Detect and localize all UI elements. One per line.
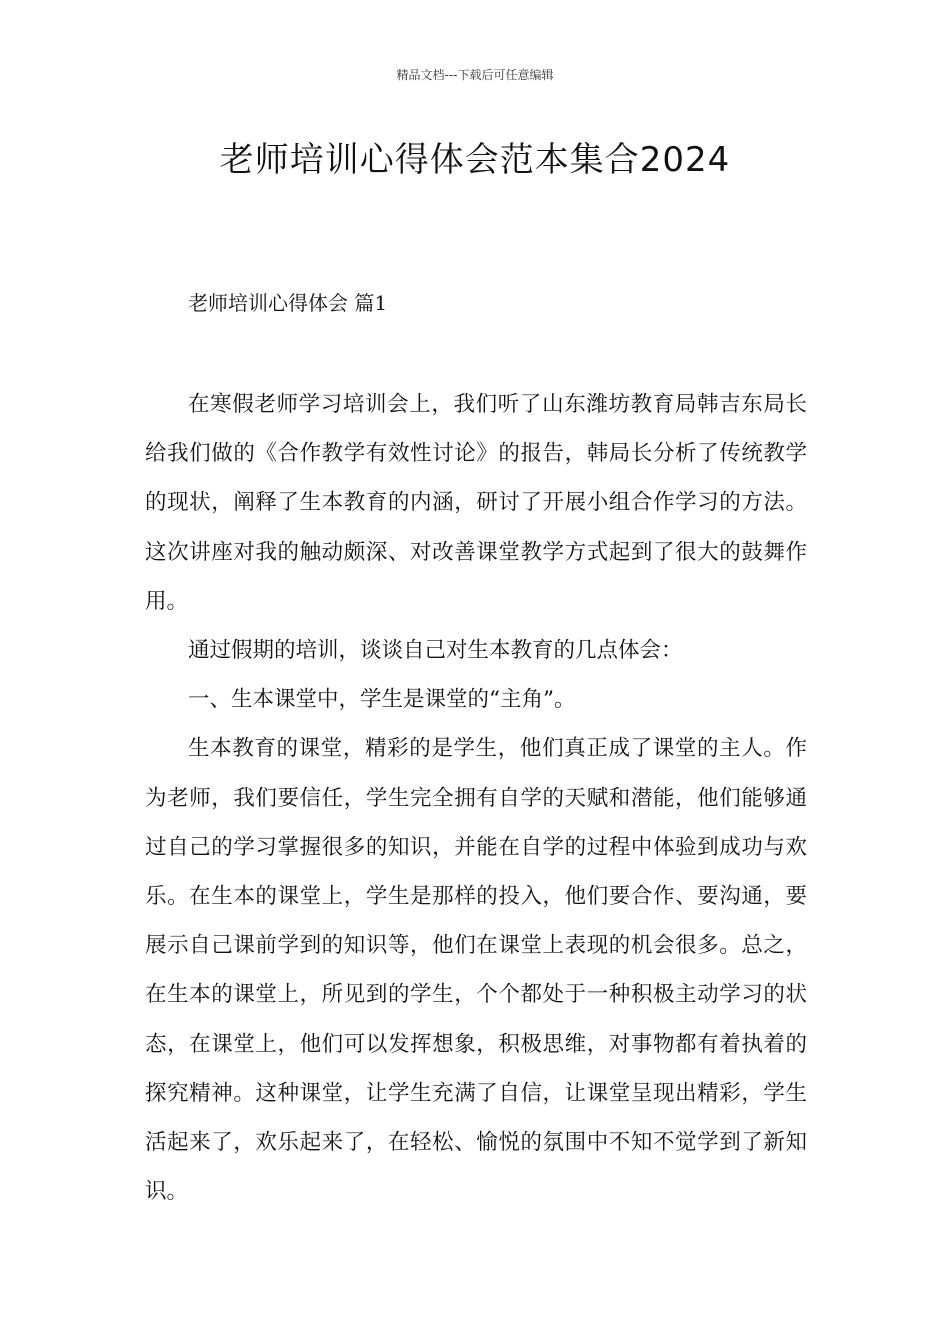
- paragraph: 生本教育的课堂，精彩的是学生，他们真正成了课堂的主人。作为老师，我们要信任，学生完全拥有自学的天赋和潜能，他们能够通过自己的学习掌握很多的知识，并能在自学的过程中体验到成功与欢乐。在生本的课堂上，学生是那样的投入，他们要合作、要沟通，要展示自己课前学到的知识等，他们在课堂上表现的机会很多。总之，在生本的课堂上，所见到的学生，个个都处于一种积极主动学习的状态，在课堂上，他们可以发挥想象，积极思维，对事物都有着执着的探究精神。这种课堂，让学生充满了自信，让课堂呈现出精彩，学生活起来了，欢乐起来了，在轻松、愉悦的氛围中不知不觉学到了新知识。: [145, 736, 807, 1205]
- section-title: 老师培训心得体会 篇1: [188, 291, 388, 315]
- header-note: 精品文档---下载后可任意编辑: [396, 68, 554, 82]
- document-title: 老师培训心得体会范本集合2024: [219, 140, 731, 180]
- paragraph: 通过假期的培训，谈谈自己对生本教育的几点体会：: [188, 638, 683, 664]
- paragraph: 一、生本课堂中，学生是课堂的“主角”。: [188, 687, 576, 713]
- paragraph: 在寒假老师学习培训会上，我们听了山东潍坊教育局韩吉东局长给我们做的《合作教学有效性讨论》的报告，韩局长分析了传统教学的现状，阐释了生本教育的内涵，研讨了开展小组合作学习的方法。这次讲座对我的触动颇深、对改善课堂教学方式起到了很大的鼓舞作用。: [145, 392, 807, 614]
- document-body: [145, 380, 807, 1216]
